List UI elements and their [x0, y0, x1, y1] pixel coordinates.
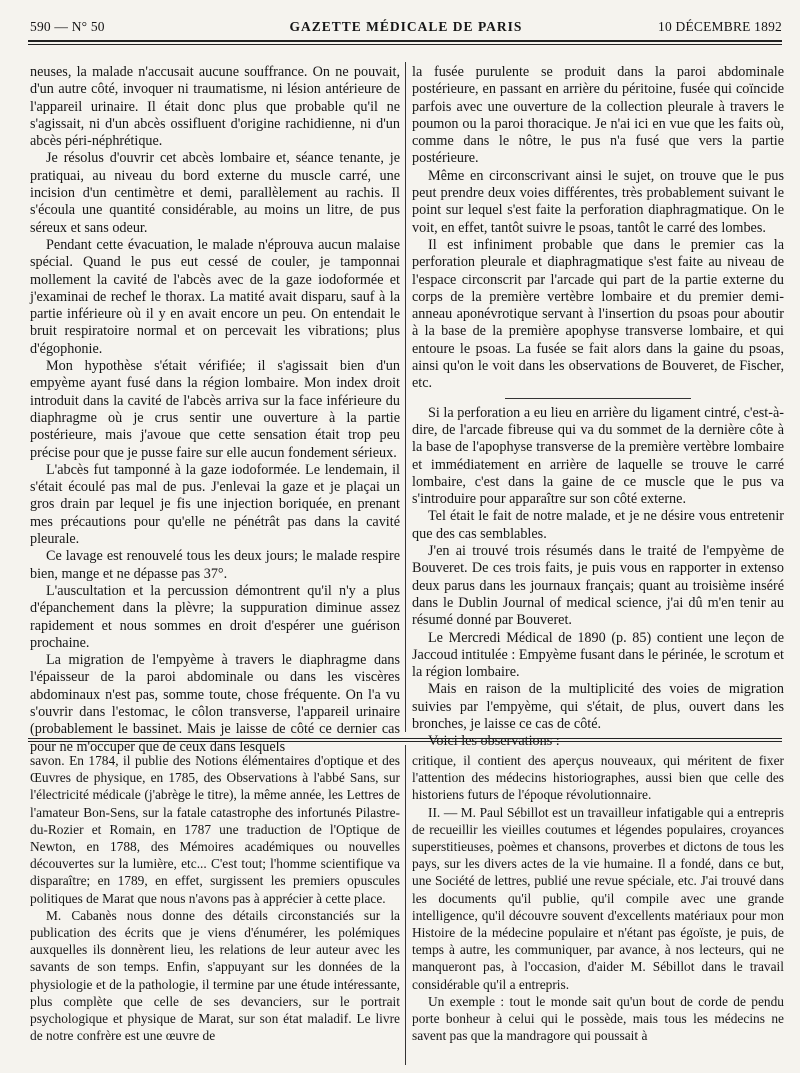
paragraph: L'abcès fut tamponné à la gaze iodoformée. Le lendemain, il s'était écoulé pas mal de pus. J'enlevai la gaze et je plaçai un gros drain par lequel je fis une injection boriquée, en prenant mes précautions pour qu'elle ne pénétrât pas dans la cavité pleurale. [30, 461, 400, 548]
paragraph: Même en circonscrivant ainsi le sujet, on trouve que le pus peut prendre deux voies différentes, très probablement suivant le point sur lequel s'est faite la perforation diaphragmatique. On le voit, en effet, tantôt suivre le psoas, tantôt le carré des lombes. [412, 167, 784, 236]
paragraph: Pendant cette évacuation, le malade n'éprouva aucun malaise spécial. Quand le pus eut cessé de couler, je tamponnai mollement la cavité de l'abcès avec de la gaze iodoformée et j'examinai de rechef le thorax. La matité avait disparu, sauf à la partie inférieure où il y en avait encore un peu. On entendait le bruit respiratoire normal et on percevait les vibrations; plus d'égophonie. [30, 236, 400, 357]
paragraph: Un exemple : tout le monde sait qu'un bout de corde de pendu porte bonheur à celui qui le possède, mais tous les médecins ne savent pas que la mandragore qui poussait à [412, 993, 784, 1044]
journal-title: GAZETTE MÉDICALE DE PARIS [289, 19, 523, 34]
issue-date: 10 DÉCEMBRE 1892 [658, 19, 782, 34]
column-divider-top [405, 62, 406, 732]
top-left-column [30, 64, 400, 755]
running-header [30, 16, 782, 38]
paragraph: Tel était le fait de notre malade, et je ne désire vous entretenir que des cas semblables. [412, 508, 784, 542]
paragraph: M. Cabanès nous donne des détails circonstanciés sur la publication des écrits que je viens d'énumérer, les polémiques auxquelles ils donnèrent lieu, les relations de leur auteur avec les savants de son temps. Enfin, s'appuyant sur les données de la physiologie et de la pathologie, il termine par une étude intéressante, plus complète que celle de ses devanciers, sur le portrait psychologique et physique de Marat, sur son état maladif. Le livre de notre confrère est une œuvre de [30, 907, 400, 1044]
paragraph: J'en ai trouvé trois résumés dans le traité de l'empyème de Bouveret. De ces trois faits, je puis vous en rapporter in extenso deux parus dans les journaux français; quant au troisième inséré dans le Dublin Journal of medical science, j'ai dû m'en tenir au résumé donné par Bouveret. [412, 543, 784, 629]
paragraph: Le Mercredi Médical de 1890 (p. 85) contient une leçon de Jaccoud intitulée : Empyème fusant dans le périnée, le scrotum et la région lombaire. [412, 629, 784, 681]
feuilleton-rule [28, 738, 782, 739]
paragraph: Voici les observations : [428, 733, 560, 750]
paragraph: savon. En 1784, il publie des Notions élémentaires d'optique et des Œuvres de physique, en 1785, des Observations à l'abbé Sans, sur l'électricité médicale (j'abrège le titre), la même année, les Lettres de l'amateur Bon-Sens, sur la fatale catastrophe des infortunés Pilastre-du-Rozier et Romain, en 1787 une traduction de l'Optique de Newton, en 1788, des Mémoires académiques ou nouvelles découvertes sur la lumière, etc... C'est tout; l'homme scientifique va disparaître; en 1789, en effet, surgissent les premiers opuscules politiques de Marat que nous n'avons pas à apprécier à cette place. [30, 753, 400, 906]
paragraph: critique, il contient des aperçus nouveaux, qui méritent de fixer l'attention des médecins historiographes, aussi bien que celle des historiens futurs de l'époque révolutionnaire. [412, 753, 784, 803]
column-divider-bottom [405, 745, 406, 1065]
bottom-right-column [412, 752, 784, 1067]
paragraph: neuses, la malade n'accusait aucune souffrance. On ne pouvait, d'un autre côté, invoquer ni traumatisme, ni lésion antérieure de l'appareil urinaire. Il était donc plus que probable qu'il ne s'agissait, ni d'un abcès ossifluent d'origine rachidienne, ni d'un abcès péri-néphrétique. [30, 64, 400, 150]
section-rule [505, 398, 691, 399]
paragraph: II. — M. Paul Sébillot est un travailleur infatigable qui a entrepris de recueillir les vieilles coutumes et légendes populaires, croyances superstitieuses, poèmes et chansons, proverbes et dictons de tous les pays, sur les divers actes de la vie humaine. Il a fondé, dans ce but, une Société de lettres, publié une revue spéciale, etc. J'ai trouvé dans les documents qu'il publie, qu'il compile avec une grande intelligence, qu'il découvre souvent d'excellents matériaux pour mon Histoire de la médecine populaire et n'étant pas égoïste, je puis, de temps à autre, les communiquer, par avance, à nos lecteurs, qui ne manqueront pas, à l'occasion, d'aider M. Sébillot dans le travail considérable qu'il a entrepris. [412, 804, 784, 992]
paragraph: Si la perforation a eu lieu en arrière du ligament cintré, c'est-à-dire, de l'arcade fibreuse qui va du sommet de la dernière côte à la base de l'apophyse transverse de la première vertèbre lombaire et immédiatement en arrière de laquelle se trouve le carré lombaire, c'est dans la gaine de ce muscle que le pus va s'introduire pour apparaître sur son côté externe. [412, 404, 784, 508]
paragraph: Ce lavage est renouvelé tous les deux jours; le malade respire bien, mange et ne dépasse pas 37°. [30, 548, 400, 582]
bottom-left-column [30, 752, 400, 1067]
paragraph: la fusée purulente se produit dans la paroi abdominale postérieure, en passant en arrière du péritoine, fusée qui coïncide parfois avec une ouverture de la collection pleurale à travers le poumon ou la paroi thoracique. Je n'ai ici en vue que les faits où, comme dans le nôtre, le pus n'a fusé que vers la partie postérieure. [412, 64, 784, 167]
paragraph: Il est infiniment probable que dans le premier cas la perforation pleurale et diaphragmatique s'est faite au niveau de l'espace circonscrit par l'arcade qui part de la partie externe du corps de la première vertèbre lombaire et du premier demi-anneau aponévrotique servant à l'insertion du psoas pour aboutir à la base de la première apophyse transverse lombaire, et qui entoure le psoas. La fusée se fait alors dans la gaine du psoas, ainsi qu'on le voit dans les observations de Bouveret, de Fischer, etc. [412, 236, 784, 392]
header-rule-thin [28, 44, 782, 45]
paragraph: La migration de l'empyème à travers le diaphragme dans l'épaisseur de la paroi abdominale ou dans les viscères abdominaux n'est pas, somme toute, chose fréquente. On l'a vu s'ouvrir dans l'estomac, le côlon transverse, l'appareil urinaire (probablement le bassinet. Mais je laisse de côté ce dernier cas pour ne m'occuper que de ceux dans lesquels [30, 652, 400, 755]
page-number: 590 — N° 50 [30, 19, 105, 34]
paragraph: Je résolus d'ouvrir cet abcès lombaire et, séance tenante, je pratiquai, au niveau du bord externe du muscle carré, une incision d'un centimètre et demi, parallèlement au rachis. Il s'écoula une quantité considérable, au moins un litre, de pus séreux et sans odeur. [30, 150, 400, 236]
paragraph: L'auscultation et la percussion démontrent qu'il n'y a plus d'épanchement dans la plèvre; la suppuration diminue assez rapidement et nous sommes en droit d'espérer une guérison prochaine. [30, 582, 400, 651]
header-rule [28, 40, 782, 42]
paragraph: Mais en raison de la multiplicité des voies de migration suivies par l'empyème, qui s'était, de plus, ouvert dans les bronches, je laisse ce cas de côté. [412, 681, 784, 732]
feuilleton-rule-thin [28, 741, 782, 742]
top-right-column [412, 64, 784, 750]
paragraph: Mon hypothèse s'était vérifiée; il s'agissait bien d'un empyème ayant fusé dans la région lombaire. Mon index droit introduit dans la cavité de l'abcès arriva sur la face inférieure du diaphragme où je crus sentir une ouverture à la partie postérieure, mais j'avoue que cette sensation était trop peu précise pour que je pusse faire sur elle aucun fondement sérieux. [30, 358, 400, 461]
